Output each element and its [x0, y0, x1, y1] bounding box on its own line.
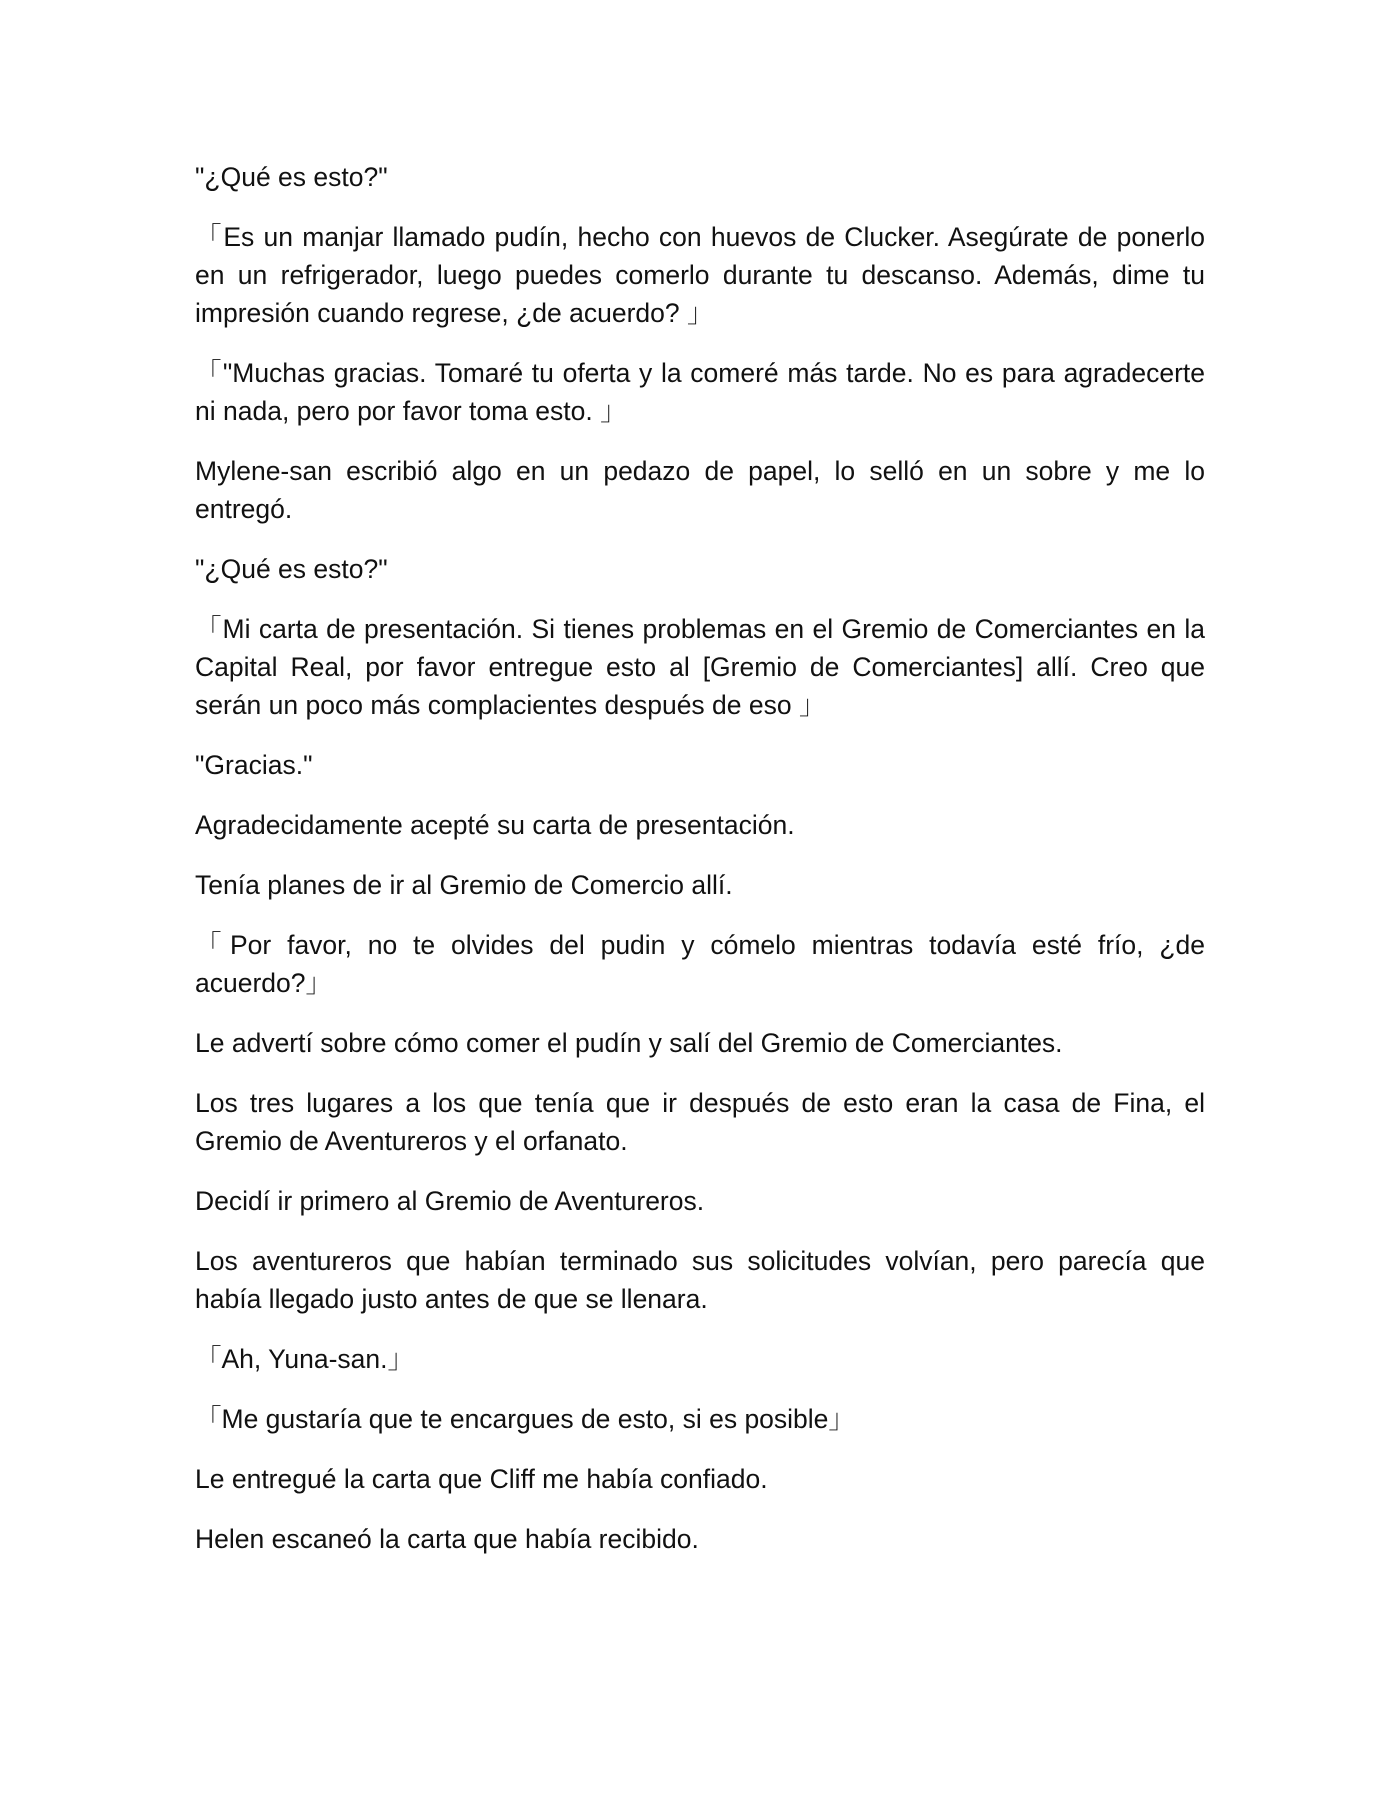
paragraph: 「Me gustaría que te encargues de esto, si es posible」	[195, 1404, 855, 1434]
paragraph: 「"Muchas gracias. Tomaré tu oferta y la comeré más tarde. No es para agradecerte ni nada, pero por favor toma esto. 」	[195, 358, 1205, 426]
paragraph: "Gracias."	[195, 750, 313, 780]
paragraph: Helen escaneó la carta que había recibido.	[195, 1524, 699, 1554]
paragraph: 「Ah, Yuna-san.」	[195, 1344, 415, 1374]
paragraph: 「Por favor, no te olvides del pudin y cómelo mientras todavía esté frío, ¿de acuerdo?」	[195, 930, 1205, 998]
paragraph: "¿Qué es esto?"	[195, 162, 388, 192]
document-body	[195, 158, 1205, 1580]
paragraph: 「Es un manjar llamado pudín, hecho con huevos de Clucker. Asegúrate de ponerlo en un refrigerador, luego puedes comerlo durante tu descanso. Además, dime tu impresión cuando regrese, ¿de acuerdo? 」	[195, 222, 1205, 328]
paragraph: Los tres lugares a los que tenía que ir después de esto eran la casa de Fina, el Gremio de Aventureros y el orfanato.	[195, 1088, 1205, 1156]
paragraph: Le advertí sobre cómo comer el pudín y salí del Gremio de Comerciantes.	[195, 1028, 1063, 1058]
paragraph: 「Mi carta de presentación. Si tienes problemas en el Gremio de Comerciantes en la Capital Real, por favor entregue esto al [Gremio de Comerciantes] allí. Creo que serán un poco más complacientes después de eso 」	[195, 614, 1205, 720]
paragraph: "¿Qué es esto?"	[195, 554, 388, 584]
paragraph: Los aventureros que habían terminado sus solicitudes volvían, pero parecía que había llegado justo antes de que se llenara.	[195, 1246, 1205, 1314]
paragraph: Mylene-san escribió algo en un pedazo de papel, lo selló en un sobre y me lo entregó.	[195, 456, 1205, 524]
paragraph: Le entregué la carta que Cliff me había confiado.	[195, 1464, 768, 1494]
paragraph: Tenía planes de ir al Gremio de Comercio allí.	[195, 870, 733, 900]
paragraph: Decidí ir primero al Gremio de Aventureros.	[195, 1186, 705, 1216]
paragraph: Agradecidamente acepté su carta de presentación.	[195, 810, 795, 840]
